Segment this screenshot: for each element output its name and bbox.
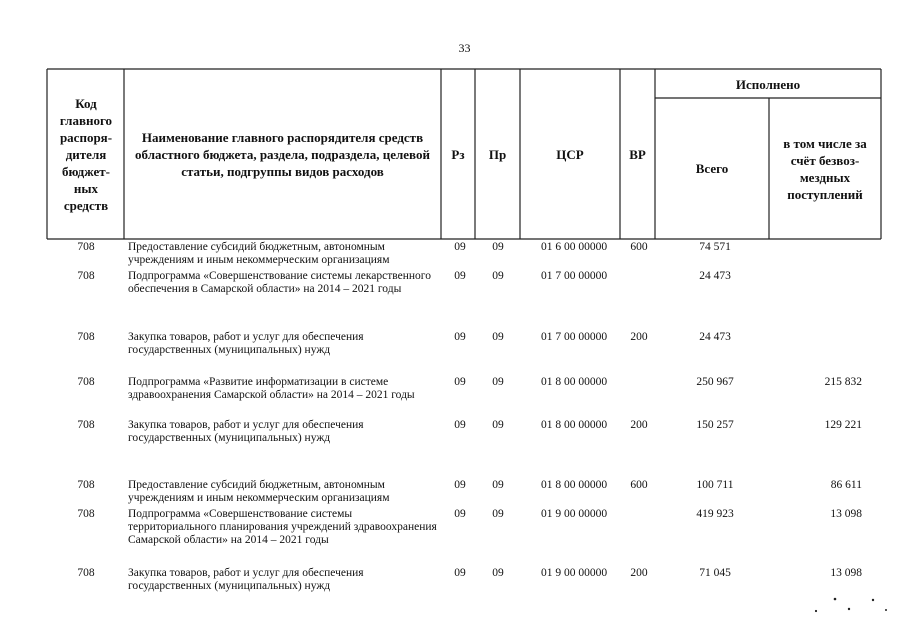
cell-rz: 09 bbox=[454, 567, 466, 579]
cell-total: 150 257 bbox=[696, 419, 734, 431]
cell-code: 708 bbox=[77, 419, 95, 431]
cell-code: 708 bbox=[77, 331, 95, 343]
header-code: Код главного распоря-дителя бюджет-ных средств bbox=[59, 95, 113, 213]
cell-pr: 09 bbox=[492, 479, 504, 491]
cell-pr: 09 bbox=[492, 331, 504, 343]
table-row bbox=[0, 331, 905, 357]
cell-pr: 09 bbox=[492, 419, 504, 431]
cell-total: 71 045 bbox=[699, 567, 731, 579]
cell-free: 129 221 bbox=[824, 419, 862, 431]
cell-name: Предоставление субсидий бюджетным, автономным учреждениям и иным некоммерческим организациям bbox=[128, 241, 390, 266]
cell-pr: 09 bbox=[492, 241, 504, 253]
cell-total: 419 923 bbox=[696, 508, 734, 520]
table-row bbox=[0, 270, 905, 310]
table-row bbox=[0, 567, 905, 593]
cell-rz: 09 bbox=[454, 331, 466, 343]
cell-code: 708 bbox=[77, 270, 95, 282]
cell-total: 100 711 bbox=[696, 479, 734, 491]
cell-name: Подпрограмма «Совершенствование системы территориального планирования учреждений здравоохранения Самарской области» на 2014 – 2021 годы bbox=[128, 508, 437, 546]
header-executed: Исполнено bbox=[735, 76, 801, 92]
cell-code: 708 bbox=[77, 241, 95, 253]
header-vr: ВР bbox=[629, 146, 646, 162]
header-csr: ЦСР bbox=[556, 146, 584, 162]
cell-rz: 09 bbox=[454, 376, 466, 388]
cell-name: Закупка товаров, работ и услуг для обеспечения государственных (муниципальных) нужд bbox=[128, 567, 364, 592]
cell-code: 708 bbox=[77, 508, 95, 520]
cell-vr: 200 bbox=[630, 567, 648, 579]
cell-free: 215 832 bbox=[824, 376, 862, 388]
scan-specks bbox=[810, 596, 890, 616]
cell-name: Подпрограмма «Развитие информатизации в системе здравоохранения Самарской области» на 2014 – 2021 годы bbox=[128, 376, 415, 401]
cell-csr: 01 9 00 00000 bbox=[540, 508, 608, 520]
page-number: 33 bbox=[458, 41, 471, 55]
cell-csr: 01 6 00 00000 bbox=[540, 241, 608, 253]
cell-free: 13 098 bbox=[830, 567, 862, 579]
cell-csr: 01 7 00 00000 bbox=[540, 270, 608, 282]
header-rz: Рз bbox=[451, 146, 465, 162]
table-row bbox=[0, 508, 905, 562]
cell-code: 708 bbox=[77, 567, 95, 579]
cell-rz: 09 bbox=[454, 479, 466, 491]
cell-vr: 200 bbox=[630, 419, 648, 431]
header-total: Всего bbox=[695, 161, 729, 176]
cell-name: Закупка товаров, работ и услуг для обеспечения государственных (муниципальных) нужд bbox=[128, 331, 364, 356]
cell-code: 708 bbox=[77, 376, 95, 388]
cell-csr: 01 7 00 00000 bbox=[540, 331, 608, 343]
cell-vr: 200 bbox=[630, 331, 648, 343]
cell-rz: 09 bbox=[454, 419, 466, 431]
cell-rz: 09 bbox=[454, 241, 466, 253]
cell-csr: 01 9 00 00000 bbox=[540, 567, 608, 579]
cell-csr: 01 8 00 00000 bbox=[540, 376, 608, 388]
cell-free: 86 611 bbox=[830, 479, 862, 491]
cell-name: Предоставление субсидий бюджетным, автономным учреждениям и иным некоммерческим организациям bbox=[128, 479, 390, 504]
table-row bbox=[0, 479, 905, 505]
table-row bbox=[0, 376, 905, 416]
header-pr: Пр bbox=[488, 146, 507, 162]
cell-pr: 09 bbox=[492, 567, 504, 579]
cell-rz: 09 bbox=[454, 508, 466, 520]
cell-total: 74 571 bbox=[699, 241, 731, 253]
cell-name: Подпрограмма «Совершенствование системы лекарственного обеспечения в Самарской области» на 2014 – 2021 годы bbox=[128, 270, 431, 295]
header-name: Наименование главного распорядителя средств областного бюджета, раздела, подраздела, целевой статьи, подгруппы видов расходов bbox=[135, 129, 430, 179]
cell-name: Закупка товаров, работ и услуг для обеспечения государственных (муниципальных) нужд bbox=[128, 419, 364, 444]
cell-pr: 09 bbox=[492, 508, 504, 520]
table-row bbox=[0, 419, 905, 445]
cell-pr: 09 bbox=[492, 376, 504, 388]
cell-vr: 600 bbox=[630, 479, 648, 491]
cell-code: 708 bbox=[77, 479, 95, 491]
header-incl-free: в том числе за счёт безвоз-мездных поступлений bbox=[783, 135, 867, 202]
table-row bbox=[0, 241, 905, 267]
cell-vr: 600 bbox=[630, 241, 648, 253]
cell-total: 250 967 bbox=[696, 376, 734, 388]
cell-total: 24 473 bbox=[699, 270, 731, 282]
cell-csr: 01 8 00 00000 bbox=[540, 419, 608, 431]
cell-pr: 09 bbox=[492, 270, 504, 282]
cell-total: 24 473 bbox=[699, 331, 731, 343]
cell-free: 13 098 bbox=[830, 508, 862, 520]
cell-rz: 09 bbox=[454, 270, 466, 282]
cell-csr: 01 8 00 00000 bbox=[540, 479, 608, 491]
